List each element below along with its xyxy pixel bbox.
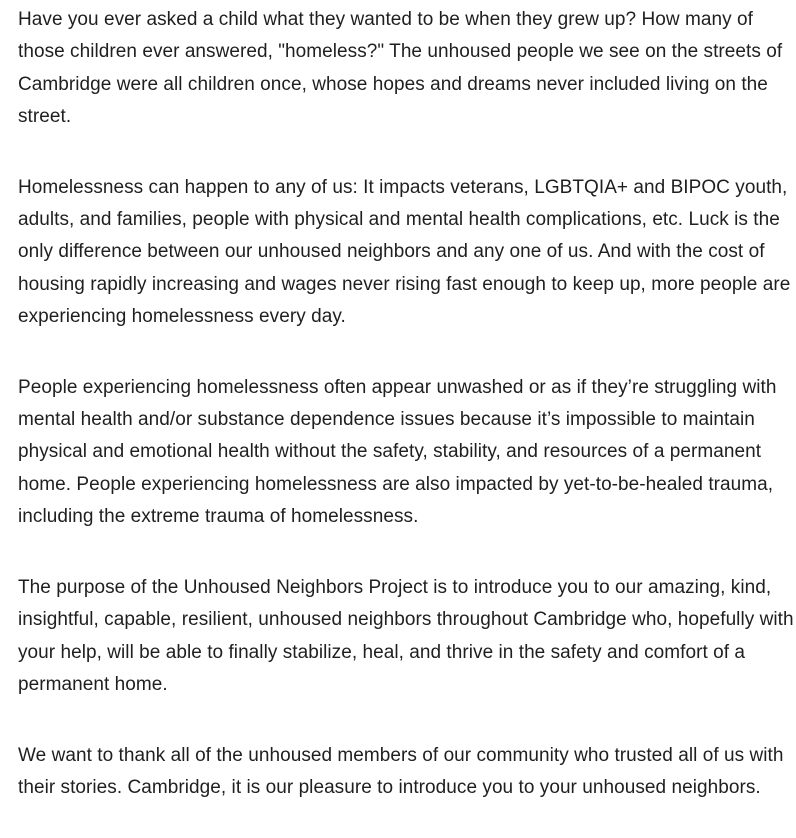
paragraph-health-and-trauma: People experiencing homelessness often appear unwashed or as if they’re struggling with mental health and/or substance dependence issues because it’s impossible to maintain physical and emotional health without the safety, stability, and resources of a permanent home. People experiencing homelessness are also impacted by yet-to-be-healed trauma, including the extreme trauma of homelessness. [18,376,777,528]
article-body [18,4,794,804]
paragraph-childhood-dreams: Have you ever asked a child what they wanted to be when they grew up? How many of those children ever answered, "homeless?" The unhoused people we see on the streets of Cambridge were all children once, whose hopes and dreams never included living on the street. [18,9,783,127]
paragraph-thanks: We want to thank all of the unhoused members of our community who trusted all of us with their stories. Cambridge, it is our pleasure to introduce you to your unhoused neighbors. [18,744,784,799]
paragraph-anyone-can-be-homeless: Homelessness can happen to any of us: It impacts veterans, LGBTQIA+ and BIPOC youth, adults, and families, people with physical and mental health complications, etc. Luck is the only difference between our unhoused neighbors and any one of us. And with the cost of housing rapidly increasing and wages never rising fast enough to keep up, more people are experiencing homelessness every day. [18,176,791,327]
paragraph-project-purpose: The purpose of the Unhoused Neighbors Project is to introduce you to our amazing, kind, insightful, capable, resilient, unhoused neighbors throughout Cambridge who, hopefully with your help, will be able to finally stabilize, heal, and thrive in the safety and comfort of a permanent home. [18,576,794,695]
